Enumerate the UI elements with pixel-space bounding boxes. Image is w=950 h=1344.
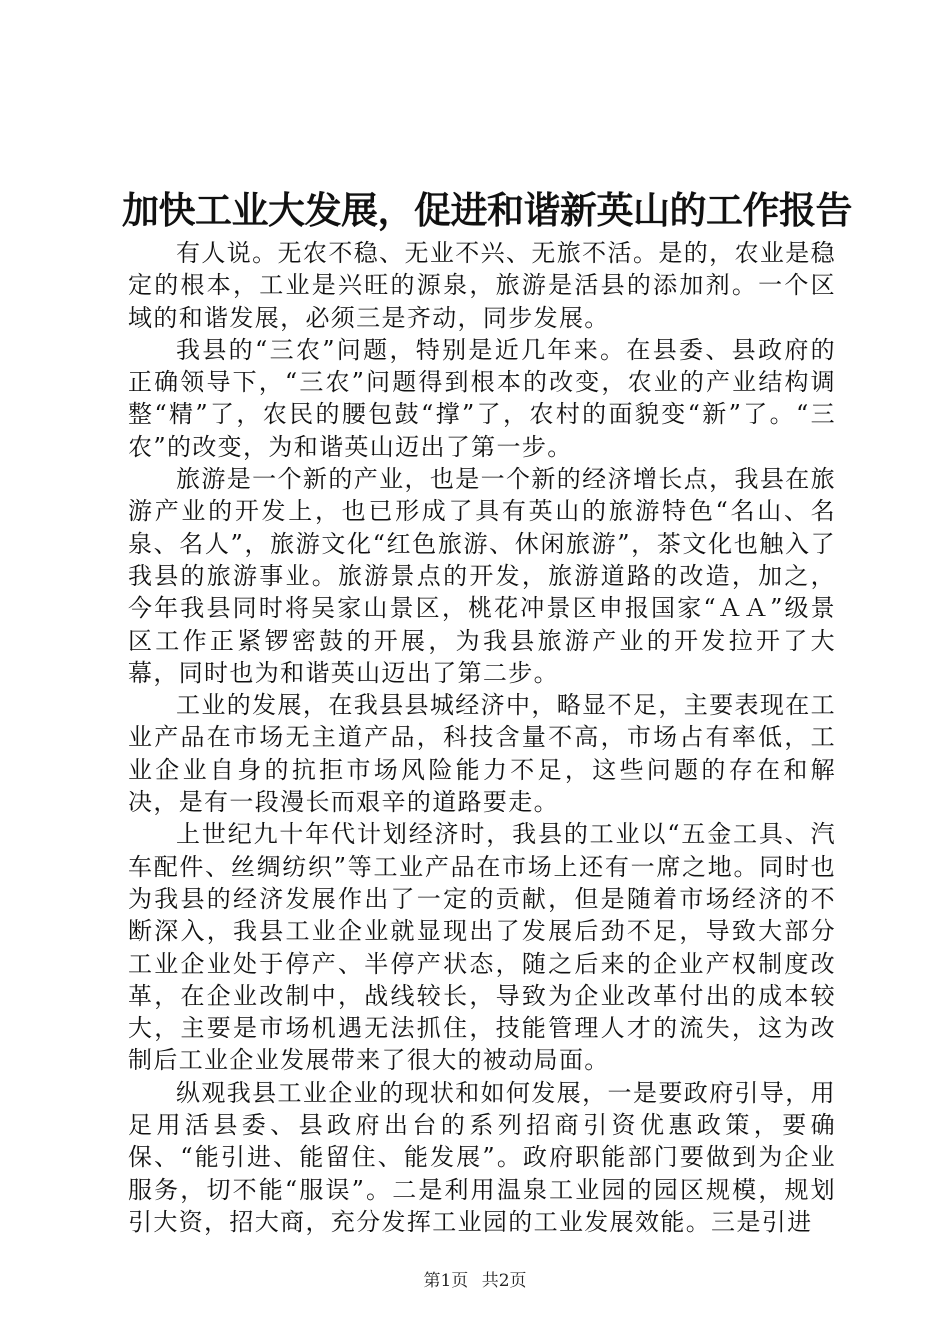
paragraph: 旅游是一个新的产业，也是一个新的经济增长点，我县在旅游产业的开发上，也已形成了具有英山的旅游特色“名山、名泉、名人”，旅游文化“红色旅游、休闲旅游”，茶文化也触入了我县的旅游事业。旅游景点的开发，旅游道路的改造，加之，今年我县同时将吴家山景区，桃花冲景区申报国家“ＡＡ”级景区工作正紧锣密鼓的开展，为我县旅游产业的开发拉开了大幕，同时也为和谐英山迈出了第二步。: [128, 465, 836, 687]
paragraph: 工业的发展，在我县县城经济中，略显不足，主要表现在工业产品在市场无主道产品，科技含量不高，市场占有率低，工业企业自身的抗拒市场风险能力不足，这些问题的存在和解决，是有一段漫长而艰辛的道路要走。: [128, 691, 836, 817]
page-footer: [0, 1271, 950, 1291]
paragraph: 我县的“三农”问题，特别是近几年来。在县委、县政府的正确领导下，“三农”问题得到根本的改变，农业的产业结构调整“精”了，农民的腰包鼓“撑”了，农村的面貌变“新”了。“三农”的改变，为和谐英山迈出了第一步。: [128, 335, 836, 461]
document-body: [128, 237, 836, 1238]
document-title: 加快工业大发展，促进和谐新英山的工作报告: [122, 188, 852, 232]
paragraph: 有人说。无农不稳、无业不兴、无旅不活。是的，农业是稳定的根本，工业是兴旺的源泉，旅游是活县的添加剂。一个区域的和谐发展，必须三是齐动，同步发展。: [128, 239, 836, 332]
paragraph: 上世纪九十年代计划经济时，我县的工业以“五金工具、汽车配件、丝绸纺织”等工业产品在市场上还有一席之地。同时也为我县的经济发展作出了一定的贡献，但是随着市场经济的不断深入，我县工业企业就显现出了发展后劲不足，导致大部分工业企业处于停产、半停产状态，随之后来的企业产权制度改革，在企业改制中，战线较长，导致为企业改革付出的成本较大，主要是市场机遇无法抓住，技能管理人才的流失，这为改制后工业企业发展带来了很大的被动局面。: [128, 820, 836, 1075]
page-number: 第1页: [423, 1271, 469, 1291]
page-total: 共2页: [481, 1271, 527, 1291]
paragraph: 纵观我县工业企业的现状和如何发展，一是要政府引导，用足用活县委、县政府出台的系列招商引资优惠政策，要确保、“能引进、能留住、能发展”。政府职能部门要做到为企业服务，切不能“服误”。二是利用温泉工业园的园区规模，规划引大资，招大商，充分发挥工业园的工业发展效能。三是引进: [128, 1078, 836, 1236]
